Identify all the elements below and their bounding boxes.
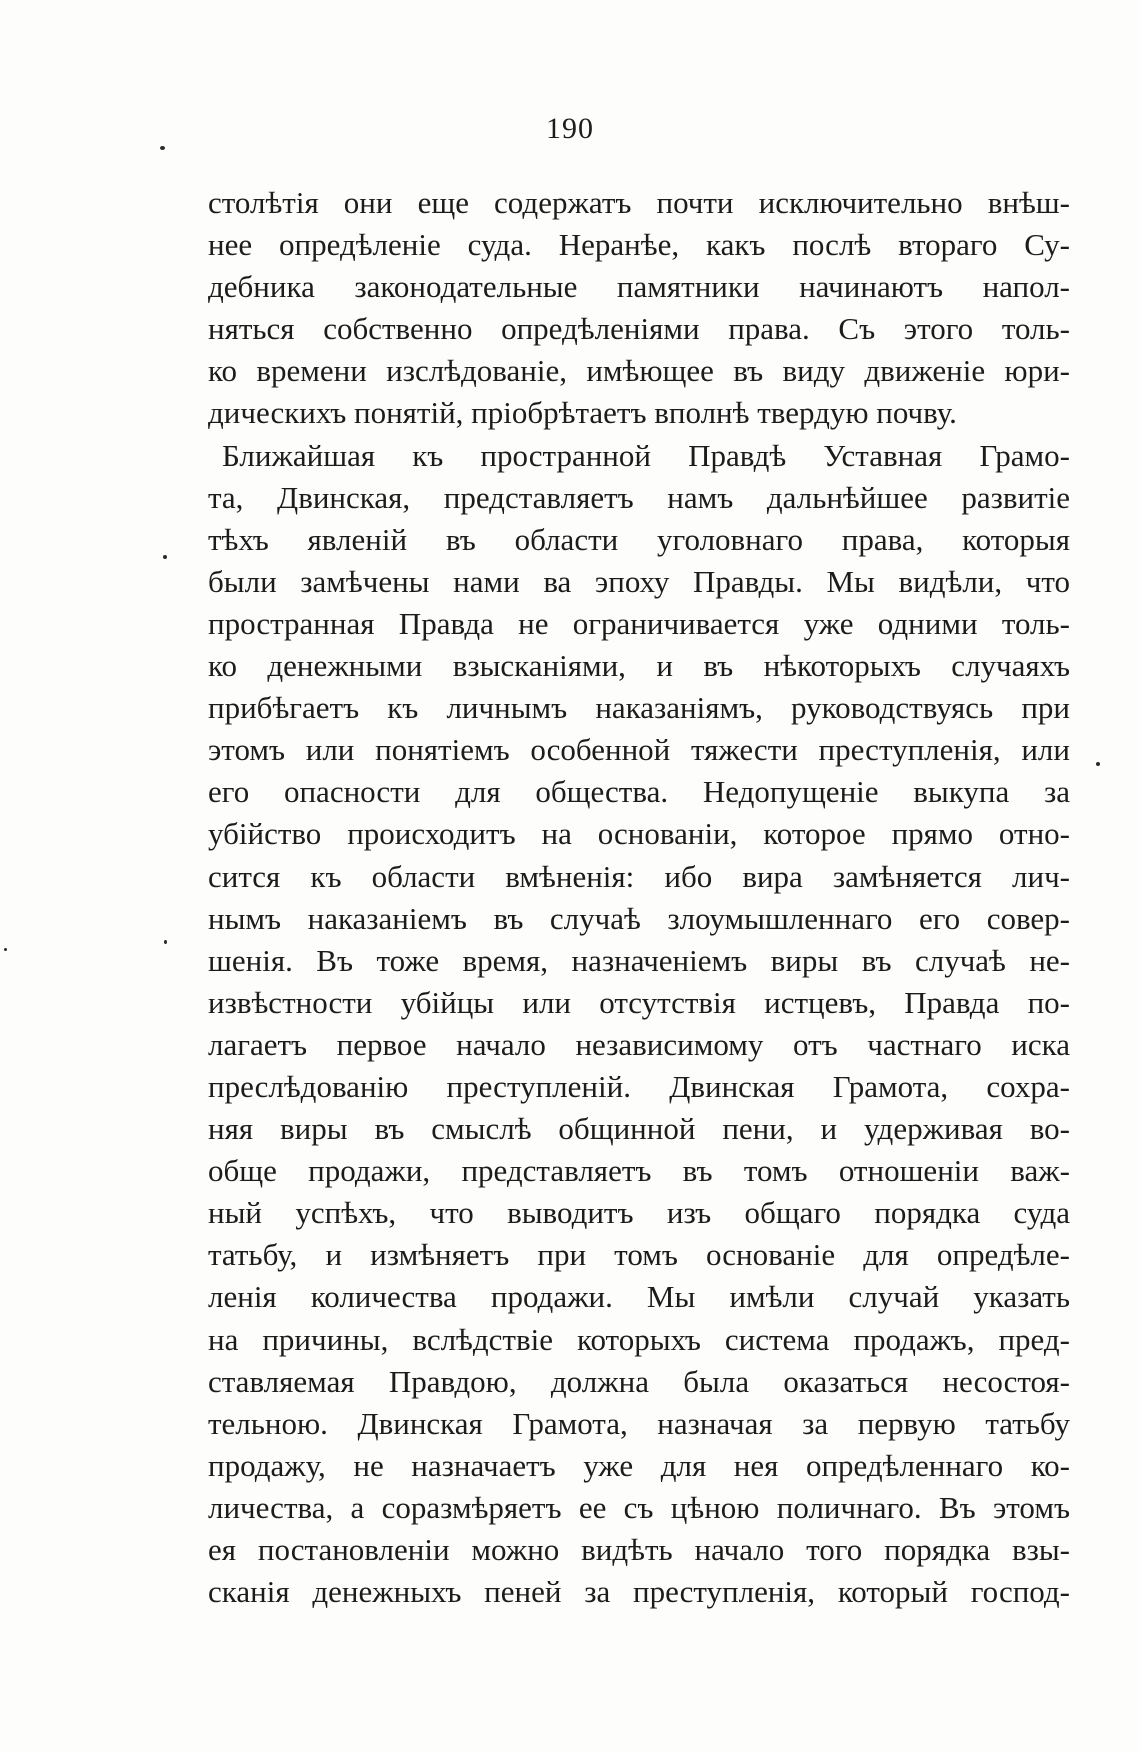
text-line: извѣстности убійцы или отсутствія истцевъ, Правда по- bbox=[208, 984, 1070, 1020]
text-line: обще продажи, представляетъ въ томъ отношеніи важ- bbox=[208, 1153, 1070, 1189]
text-line: преслѣдованію преступленій. Двинская Грамота, сохра- bbox=[208, 1068, 1070, 1104]
paragraph-start-line: Ближайшая къ пространной Правдѣ Уставная Грамо- bbox=[222, 437, 1070, 473]
text-line: его опасности для общества. Недопущеніе выкупа за bbox=[208, 774, 1070, 810]
scan-speck bbox=[160, 146, 165, 150]
text-line: ко денежными взысканіями, и въ нѣкоторыхъ случаяхъ bbox=[208, 648, 1070, 684]
scan-speck bbox=[4, 948, 7, 951]
text-line: няя виры въ смыслѣ общинной пени, и удерживая во- bbox=[208, 1111, 1070, 1147]
scan-speck bbox=[1096, 762, 1100, 766]
text-line: сканія денежныхъ пеней за преступленія, который господ- bbox=[208, 1574, 1070, 1610]
text-line: ставляемая Правдою, должна была оказаться несостоя- bbox=[208, 1363, 1070, 1399]
text-line: ный успѣхъ, что выводитъ изъ общаго порядка суда bbox=[208, 1195, 1070, 1231]
scan-speck bbox=[163, 555, 167, 559]
text-line: тѣхъ явленій въ области уголовнаго права, которыя bbox=[208, 521, 1070, 557]
text-line: столѣтія они еще содержатъ почти исключительно внѣш- bbox=[208, 185, 1070, 220]
text-line: личества, а соразмѣряетъ ее съ цѣною поличнаго. Въ этомъ bbox=[208, 1489, 1070, 1525]
body-text bbox=[208, 182, 1070, 1613]
text-line: ко времени изслѣдованіе, имѣющее въ виду движеніе юри- bbox=[208, 353, 1070, 389]
text-line: прибѣгаетъ къ личнымъ наказаніямъ, руководствуясь при bbox=[208, 690, 1070, 726]
text-line: продажу, не назначаетъ уже для нея опредѣленнаго ко- bbox=[208, 1447, 1070, 1483]
text-line: пространная Правда не ограничивается уже одними толь- bbox=[208, 605, 1070, 641]
text-line: шенія. Въ тоже время, назначеніемъ виры въ случаѣ не- bbox=[208, 942, 1070, 978]
text-line: татьбу, и измѣняетъ при томъ основаніе для опредѣле- bbox=[208, 1237, 1070, 1273]
text-line: дическихъ понятій, пріобрѣтаетъ вполнѣ твердую почву. bbox=[208, 395, 957, 431]
text-line: этомъ или понятіемъ особенной тяжести преступленія, или bbox=[208, 732, 1070, 768]
text-line: на причины, вслѣдствіе которыхъ система продажъ, пред- bbox=[208, 1321, 1070, 1357]
text-line: няться собственно опредѣленіями права. Съ этого толь- bbox=[208, 311, 1070, 347]
text-line: та, Двинская, представляетъ намъ дальнѣйшее развитіе bbox=[208, 479, 1070, 515]
text-line: нее опредѣленіе суда. Неранѣе, какъ послѣ втораго Су- bbox=[208, 227, 1070, 263]
scan-speck bbox=[164, 940, 167, 944]
text-line: убійство происходитъ на основаніи, которое прямо отно- bbox=[208, 816, 1070, 852]
text-line: нымъ наказаніемъ въ случаѣ злоумышленнаго его совер- bbox=[208, 900, 1070, 936]
text-line: сится къ области вмѣненія: ибо вира замѣняется лич- bbox=[208, 858, 1070, 894]
text-line: дебника законодательные памятники начинаютъ напол- bbox=[208, 269, 1070, 305]
text-line: лагаетъ первое начало независимому отъ частнаго иска bbox=[208, 1026, 1070, 1062]
page-number: 190 bbox=[546, 112, 594, 145]
text-line: ея постановленіи можно видѣть начало того порядка взы- bbox=[208, 1532, 1070, 1567]
text-line: тельною. Двинская Грамота, назначая за первую татьбу bbox=[208, 1405, 1070, 1441]
text-line: были замѣчены нами ва эпоху Правды. Мы видѣли, что bbox=[208, 563, 1070, 599]
text-line: ленія количества продажи. Мы имѣли случай указать bbox=[208, 1279, 1070, 1315]
